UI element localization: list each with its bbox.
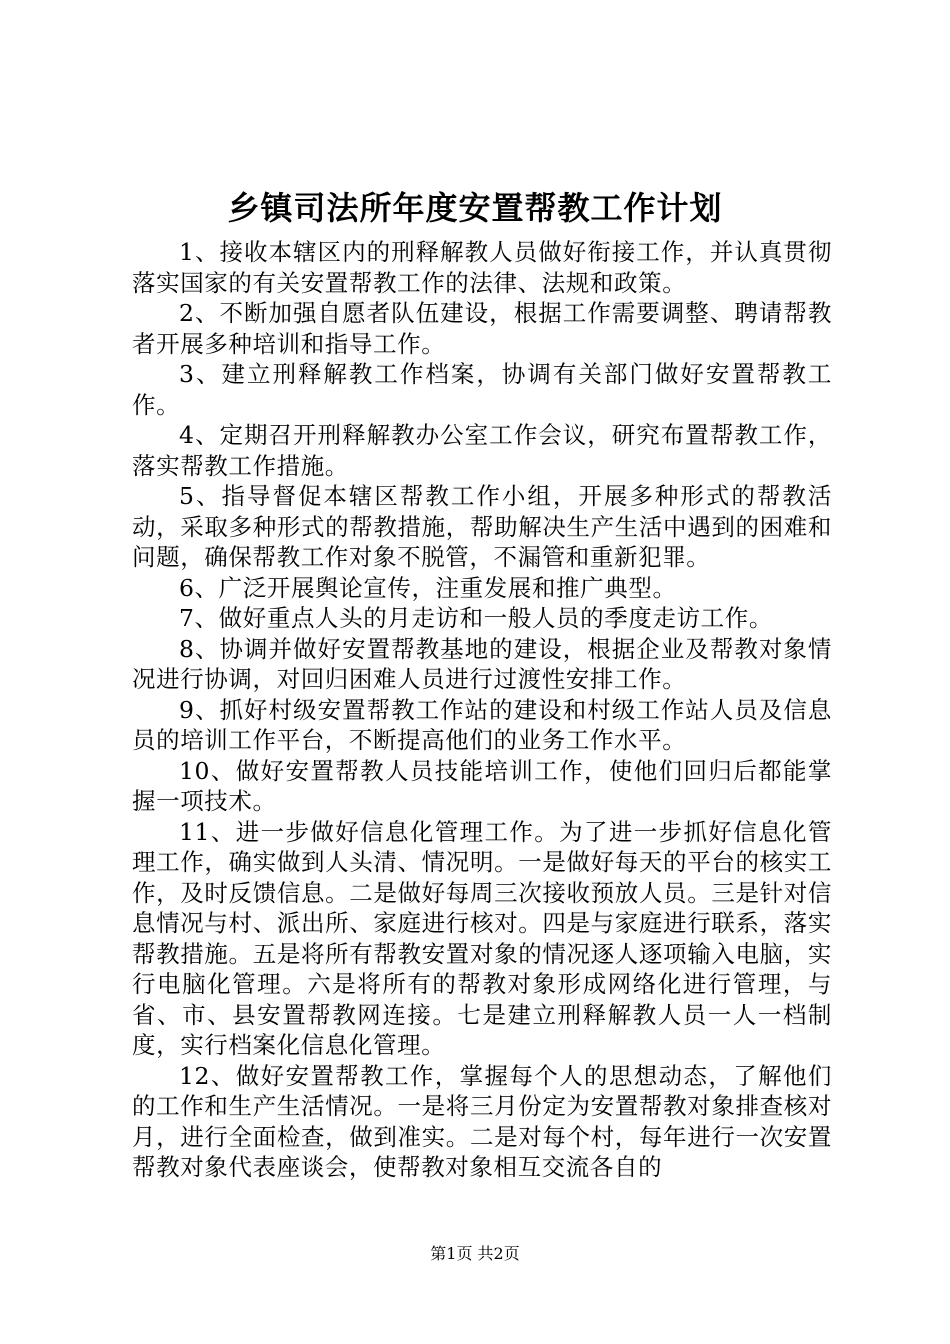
paragraph-8: 8、协调并做好安置帮教基地的建设，根据企业及帮教对象情况进行协调，对回归困难人员进行过渡性安排工作。 [132,634,832,693]
paragraph-11: 11、进一步做好信息化管理工作。为了进一步抓好信息化管理工作，确实做到人头清、情况明。一是做好每天的平台的核实工作，及时反馈信息。二是做好每周三次接收预放人员。三是针对信息情况与村、派出所、家庭进行核对。四是与家庭进行联系，落实帮教措施。五是将所有帮教安置对象的情况逐人逐项输入电脑，实行电脑化管理。六是将所有的帮教对象形成网络化进行管理，与省、市、县安置帮教网连接。七是建立刑释解教人员一人一档制度，实行档案化信息化管理。 [132,817,832,1059]
paragraph-3: 3、建立刑释解教工作档案，协调有关部门做好安置帮教工作。 [132,360,832,419]
paragraph-6: 6、广泛开展舆论宣传，注重发展和推广典型。 [179,573,677,602]
paragraph-7: 7、做好重点人头的月走访和一般人员的季度走访工作。 [179,604,773,632]
paragraph-4: 4、定期召开刑释解教办公室工作会议，研究布置帮教工作，落实帮教工作措施。 [132,421,832,480]
paragraph-1: 1、接收本辖区内的刑释解教人员做好衔接工作，并认真贯彻落实国家的有关安置帮教工作的法律、法规和政策。 [132,238,832,297]
paragraph-2: 2、不断加强自愿者队伍建设，根据工作需要调整、聘请帮教者开展多种培训和指导工作。 [132,299,832,358]
page-title: 乡镇司法所年度安置帮教工作计划 [227,189,723,227]
paragraph-12: 12、做好安置帮教工作，掌握每个人的思想动态，了解他们的工作和生产生活情况。一是将三月份定为安置帮教对象排查核对月，进行全面检查，做到准实。二是对每个村，每年进行一次安置帮教对象代表座谈会，使帮教对象相互交流各自的 [132,1061,832,1181]
page-footer: 第1页 共2页 [430,1244,520,1263]
document-body [132,237,832,1183]
paragraph-10: 10、做好安置帮教人员技能培训工作，使他们回归后都能掌握一项技术。 [132,756,832,815]
paragraph-9: 9、抓好村级安置帮教工作站的建设和村级工作站人员及信息员的培训工作平台，不断提高他们的业务工作水平。 [132,695,832,754]
paragraph-5: 5、指导督促本辖区帮教工作小组，开展多种形式的帮教活动，采取多种形式的帮教措施，帮助解决生产生活中遇到的困难和问题，确保帮教工作对象不脱管，不漏管和重新犯罪。 [132,482,832,571]
